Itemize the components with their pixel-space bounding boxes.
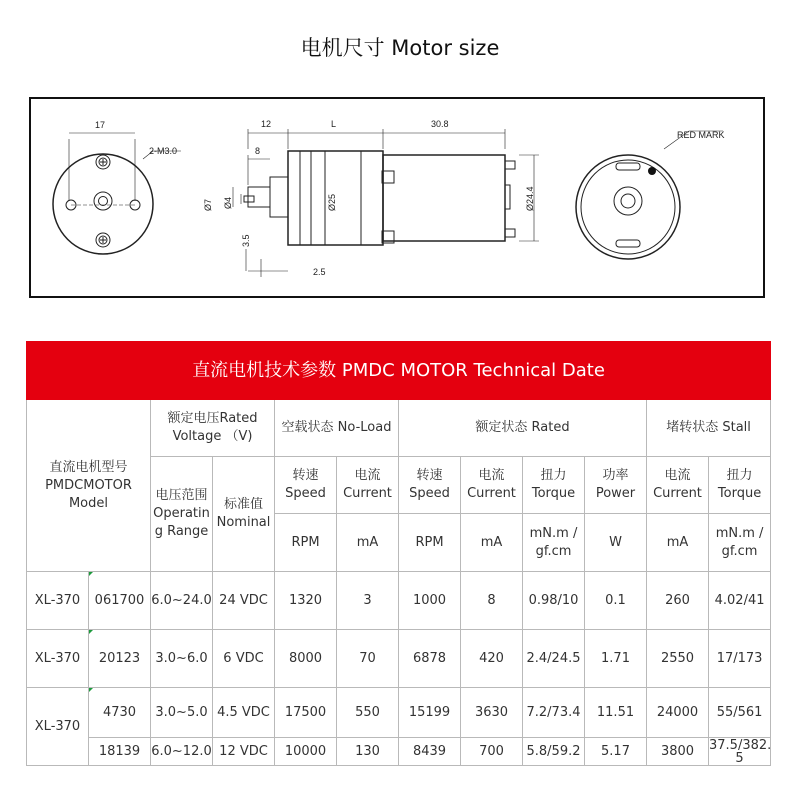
- rated-torque-cell: 2.4/24.5: [523, 630, 585, 688]
- column-header: 扭力 Torque: [523, 457, 585, 514]
- page-title: 电机尺寸 Motor size: [300, 36, 500, 60]
- column-header: 转速 Speed: [275, 457, 337, 514]
- unit-cell: mN.m / gf.cm: [709, 514, 771, 572]
- rated-speed-cell: 8439: [399, 738, 461, 766]
- stall-current-cell: 2550: [647, 630, 709, 688]
- no-load-current-cell: 3: [337, 572, 399, 630]
- can-length-label: 30.8: [431, 119, 449, 129]
- code-cell: 061700: [89, 572, 151, 630]
- range-cell: 6.0~24.0: [151, 572, 213, 630]
- column-header: 转速 Speed: [399, 457, 461, 514]
- unit-cell: mN.m / gf.cm: [523, 514, 585, 572]
- model-header: 直流电机型号 PMDCMOTOR Model: [27, 400, 151, 572]
- unit-cell: mA: [647, 514, 709, 572]
- range-cell: 3.0~6.0: [151, 630, 213, 688]
- stall-torque-cell: 4.02/41: [709, 572, 771, 630]
- rated-power-cell: 11.51: [585, 688, 647, 738]
- series-cell: XL-370: [27, 572, 89, 630]
- range-cell: 3.0~5.0: [151, 688, 213, 738]
- no-load-speed-cell: 10000: [275, 738, 337, 766]
- gearbox-diameter-label: Ø25: [327, 193, 337, 211]
- series-cell: XL-370: [27, 688, 89, 766]
- body-length-label: L: [331, 119, 337, 129]
- rated-torque-cell: 0.98/10: [523, 572, 585, 630]
- rated-current-cell: 3630: [461, 688, 523, 738]
- no-load-current-cell: 130: [337, 738, 399, 766]
- rated-power-cell: 5.17: [585, 738, 647, 766]
- rated-speed-cell: 15199: [399, 688, 461, 738]
- nominal-cell: 4.5 VDC: [213, 688, 275, 738]
- rated-speed-cell: 1000: [399, 572, 461, 630]
- nominal-cell: 24 VDC: [213, 572, 275, 630]
- rated-current-cell: 8: [461, 572, 523, 630]
- motor-dimension-drawing: [29, 97, 765, 298]
- nominal-header: 标准值 Nominal: [213, 457, 275, 572]
- rated-power-cell: 1.71: [585, 630, 647, 688]
- no-load-speed-cell: 17500: [275, 688, 337, 738]
- stall-current-cell: 260: [647, 572, 709, 630]
- no-load-speed-cell: 1320: [275, 572, 337, 630]
- range-cell: 6.0~12.0: [151, 738, 213, 766]
- table-row: [27, 738, 771, 766]
- unit-cell: mA: [461, 514, 523, 572]
- rated-header: 额定状态 Rated: [399, 400, 647, 457]
- rated-current-cell: 700: [461, 738, 523, 766]
- body-diameter-label: Ø24.4: [525, 186, 535, 211]
- stall-torque-cell: 55/561: [709, 688, 771, 738]
- stall-current-cell: 3800: [647, 738, 709, 766]
- no-load-current-cell: 70: [337, 630, 399, 688]
- no-load-header: 空载状态 No-Load: [275, 400, 399, 457]
- shaft-length-label: 12: [261, 119, 272, 129]
- technical-drawing-svg: [31, 99, 763, 296]
- rated-torque-cell: 5.8/59.2: [523, 738, 585, 766]
- technical-spec-table: [26, 341, 771, 766]
- stall-current-cell: 24000: [647, 688, 709, 738]
- stall-torque-cell: 17/173: [709, 630, 771, 688]
- unit-cell: mA: [337, 514, 399, 572]
- stall-header: 堵转状态 Stall: [647, 400, 771, 457]
- table-row: [27, 688, 771, 738]
- range-header: 电压范围 Operatin g Range: [151, 457, 213, 572]
- step-label: 2.5: [313, 267, 326, 277]
- rated-speed-cell: 6878: [399, 630, 461, 688]
- stall-torque-cell: 37.5/382. 5: [709, 737, 772, 766]
- no-load-speed-cell: 8000: [275, 630, 337, 688]
- nominal-cell: 6 VDC: [213, 630, 275, 688]
- code-cell: 4730: [89, 688, 151, 738]
- code-cell: 18139: [89, 738, 151, 766]
- hole-label: 2-M3.0: [149, 146, 178, 156]
- table-title: 直流电机技术参数 PMDC MOTOR Technical Date: [27, 342, 771, 400]
- offset-label: 3.5: [241, 234, 251, 247]
- red-mark-label: RED MARK: [677, 130, 725, 140]
- flange-diameter-label: Ø7: [203, 198, 213, 211]
- column-header: 功率 Power: [585, 457, 647, 514]
- code-cell: 20123: [89, 630, 151, 688]
- series-cell: XL-370: [27, 630, 89, 688]
- rated-voltage-header: 额定电压Rated Voltage （V): [151, 400, 275, 457]
- column-header: 电流 Current: [337, 457, 399, 514]
- shaft-flat-label: 8: [255, 146, 261, 156]
- shaft-diameter-label: Ø4: [223, 196, 233, 209]
- nominal-cell: 12 VDC: [213, 738, 275, 766]
- unit-cell: W: [585, 514, 647, 572]
- rated-torque-cell: 7.2/73.4: [523, 688, 585, 738]
- no-load-current-cell: 550: [337, 688, 399, 738]
- front-width-label: 17: [95, 120, 106, 130]
- column-header: 电流 Current: [647, 457, 709, 514]
- unit-cell: RPM: [275, 514, 337, 572]
- table-row: [27, 630, 771, 688]
- rated-power-cell: 0.1: [585, 572, 647, 630]
- table-row: [27, 572, 771, 630]
- rated-current-cell: 420: [461, 630, 523, 688]
- column-header: 扭力 Torque: [709, 457, 771, 514]
- column-header: 电流 Current: [461, 457, 523, 514]
- unit-cell: RPM: [399, 514, 461, 572]
